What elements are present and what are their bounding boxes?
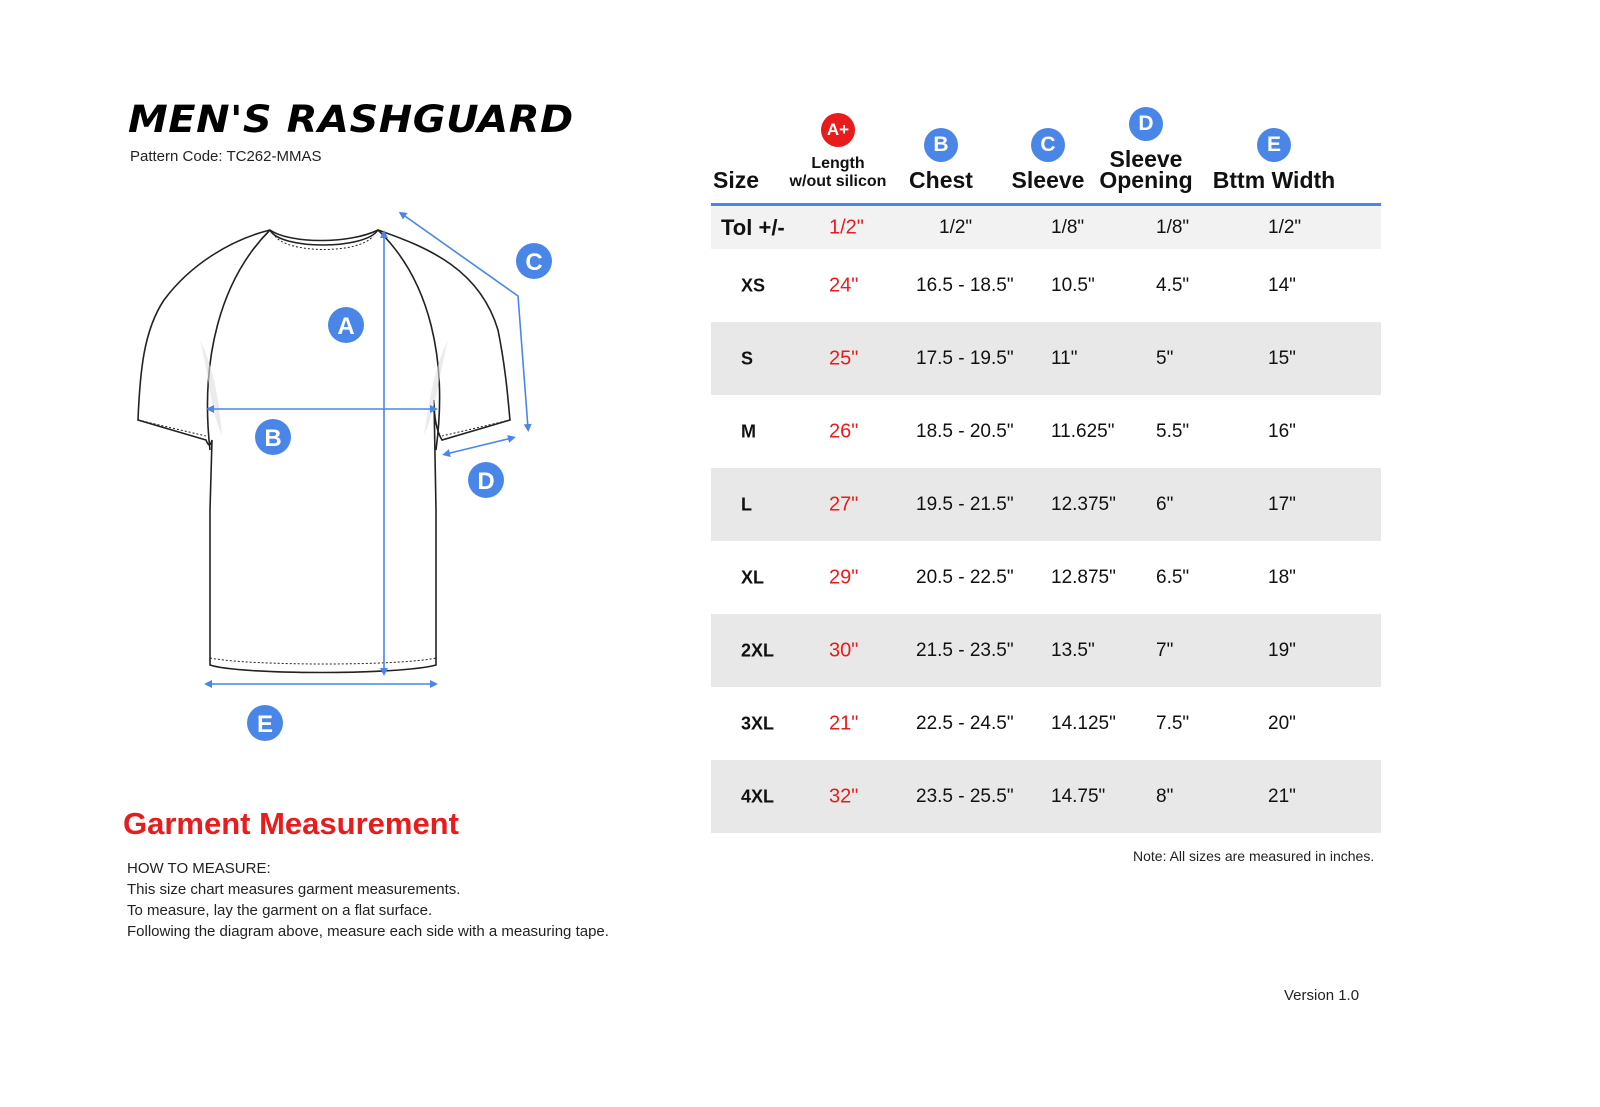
badge-c-label: C (525, 249, 543, 276)
cell-bttm-width: 19" (1268, 639, 1296, 661)
how-to-measure (127, 858, 609, 942)
badge-d-label: D (477, 468, 495, 495)
pattern-code: Pattern Code: TC262-MMAS (130, 148, 322, 165)
cell-length: 30" (829, 639, 859, 661)
size-chart-table (711, 105, 1381, 833)
version-label: Version 1.0 (1284, 987, 1360, 1004)
cell-size: M (741, 421, 756, 441)
cell-size: 3XL (741, 713, 775, 733)
cell-bttm-width: 1/2" (1268, 216, 1302, 238)
cell-chest: 21.5 - 23.5" (916, 639, 1014, 661)
badge-b-label: B (264, 425, 282, 452)
table-header (711, 105, 1381, 206)
cell-sleeve-opening: 5.5" (1156, 420, 1190, 442)
cell-size: Tol +/- (721, 214, 785, 240)
inches-note: Note: All sizes are measured in inches. (1133, 848, 1375, 864)
length-badge: A+ (821, 113, 855, 147)
table-row (711, 541, 1381, 614)
cell-length: 29" (829, 566, 859, 588)
cell-size: XS (741, 275, 766, 295)
cell-sleeve-opening: 7.5" (1156, 712, 1190, 734)
cell-length: 32" (829, 785, 859, 807)
cell-bttm-width: 14" (1268, 274, 1296, 296)
how-to-line: To measure, lay the garment on a flat surface. (127, 902, 433, 919)
cell-chest: 18.5 - 20.5" (916, 420, 1014, 442)
cell-bttm-width: 20" (1268, 712, 1296, 734)
cell-chest: 19.5 - 21.5" (916, 493, 1014, 515)
cell-bttm-width: 17" (1268, 493, 1296, 515)
cell-sleeve-opening: 7" (1156, 639, 1174, 661)
cell-sleeve-opening: 6" (1156, 493, 1174, 515)
cell-length: 27" (829, 493, 859, 515)
cell-chest: 16.5 - 18.5" (916, 274, 1014, 296)
cell-size: 4XL (741, 786, 775, 806)
cell-sleeve-opening: 4.5" (1156, 274, 1190, 296)
cell-chest: 22.5 - 24.5" (916, 712, 1014, 734)
header-size: Size (712, 167, 760, 193)
cell-sleeve: 14.125" (1051, 712, 1116, 734)
cell-sleeve: 13.5" (1051, 639, 1095, 661)
cell-size: L (741, 494, 752, 514)
cell-bttm-width: 16" (1268, 420, 1296, 442)
cell-chest: 17.5 - 19.5" (916, 347, 1014, 369)
badge-a-label: A (337, 313, 355, 340)
cell-size: XL (741, 567, 765, 587)
rashguard-diagram (130, 210, 570, 770)
header-sleeve-opening: D Sleeve Opening (1096, 107, 1196, 191)
table-row (711, 249, 1381, 322)
header-length: A+ Length w/out silicon (783, 113, 893, 191)
cell-chest: 20.5 - 22.5" (916, 566, 1014, 588)
cell-length: 1/2" (829, 216, 864, 238)
cell-bttm-width: 18" (1268, 566, 1296, 588)
header-bttm-width: E Bttm Width (1204, 128, 1344, 191)
header-sleeve: C Sleeve (1003, 128, 1093, 191)
cell-sleeve: 10.5" (1051, 274, 1095, 296)
chest-badge: B (924, 128, 958, 162)
cell-sleeve-opening: 8" (1156, 785, 1174, 807)
cell-size: 2XL (741, 640, 775, 660)
cell-sleeve: 1/8" (1051, 216, 1085, 238)
tolerance-row (711, 206, 1381, 249)
cell-sleeve-opening: 6.5" (1156, 566, 1190, 588)
header-chest: B Chest (896, 128, 986, 191)
opening-badge: D (1129, 107, 1163, 141)
cell-sleeve: 11" (1051, 347, 1078, 369)
how-to-line: HOW TO MEASURE: (127, 860, 271, 877)
cell-chest: 1/2" (939, 216, 973, 238)
how-to-line: This size chart measures garment measurements. (127, 881, 461, 898)
cell-sleeve: 12.875" (1051, 566, 1116, 588)
cell-bttm-width: 21" (1268, 785, 1296, 807)
cell-length: 24" (829, 274, 859, 296)
cell-length: 21" (829, 712, 859, 734)
cell-chest: 23.5 - 25.5" (916, 785, 1014, 807)
cell-sleeve: 14.75" (1051, 785, 1106, 807)
table-row (711, 468, 1381, 541)
cell-sleeve: 11.625" (1051, 420, 1115, 442)
table-row (711, 614, 1381, 687)
cell-length: 26" (829, 420, 859, 442)
page-title: MEN'S RASHGUARD (128, 98, 574, 141)
table-row (711, 395, 1381, 468)
table-row (711, 687, 1381, 760)
cell-size: S (741, 348, 754, 368)
garment-measurement-title: Garment Measurement (123, 806, 459, 841)
cell-length: 25" (829, 347, 859, 369)
bttm-badge: E (1257, 128, 1291, 162)
sleeve-badge: C (1031, 128, 1065, 162)
cell-sleeve-opening: 5" (1156, 347, 1174, 369)
cell-sleeve: 12.375" (1051, 493, 1116, 515)
table-row (711, 322, 1381, 395)
cell-bttm-width: 15" (1268, 347, 1296, 369)
cell-sleeve-opening: 1/8" (1156, 216, 1190, 238)
table-row (711, 760, 1381, 833)
how-to-line: Following the diagram above, measure each side with a measuring tape. (127, 923, 609, 940)
badge-e-label: E (256, 711, 274, 738)
